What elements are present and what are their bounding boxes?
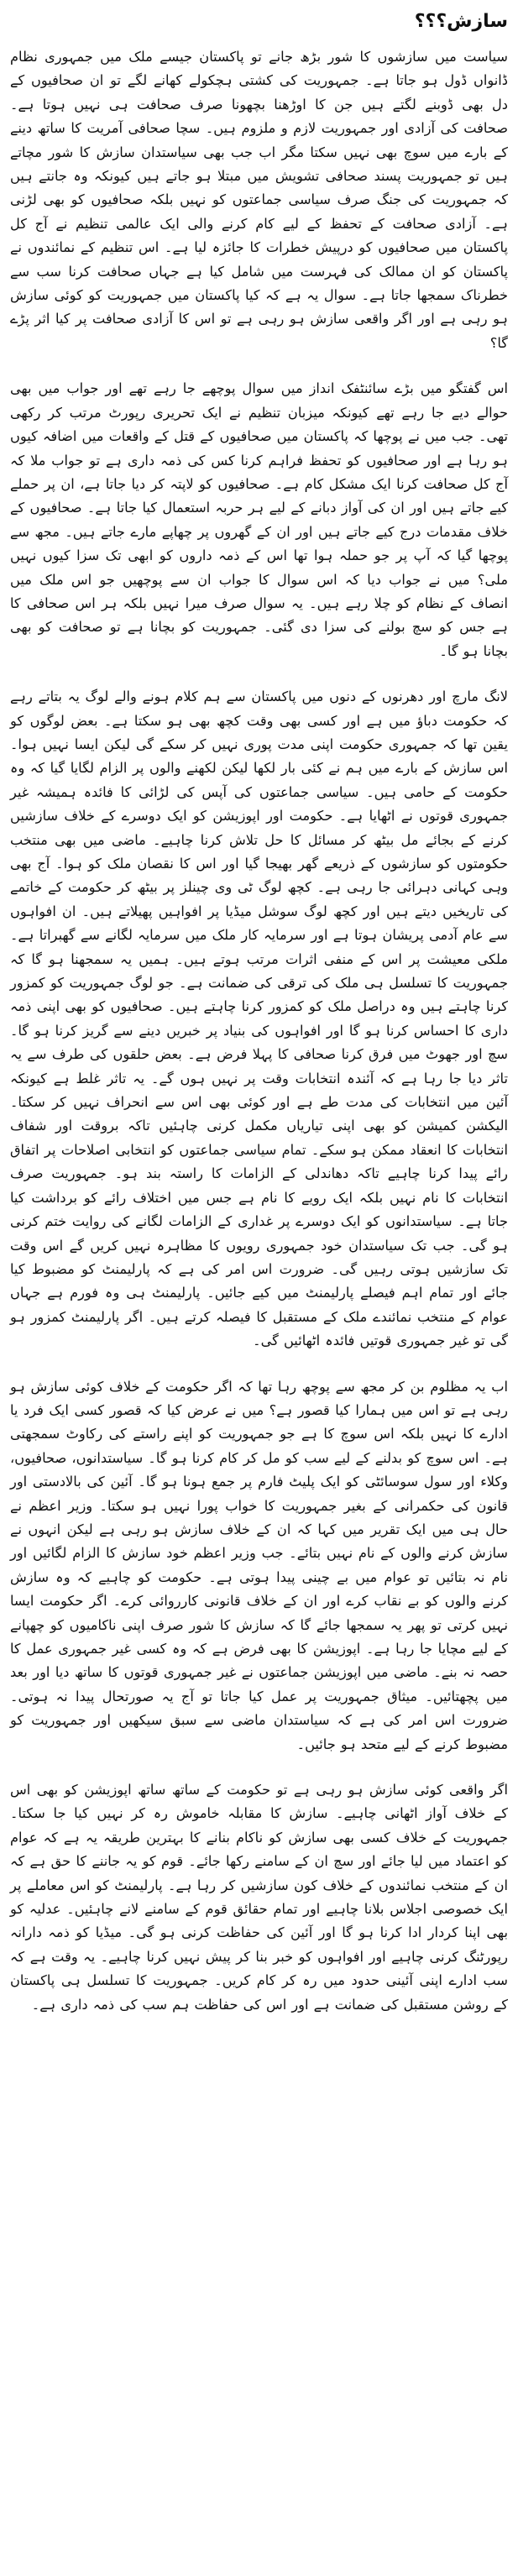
article-paragraph-4: اب یہ مظلوم بن کر مجھ سے پوچھ رہا تھا کہ اگر حکومت کے خلاف کوئی سازش ہو رہی ہے تو اس میں ہمارا کیا قصور ہے؟ میں نے عرض کیا کہ قصور کسی ایک فرد یا ادارے کا نہیں بلکہ اس سوچ کا ہے جو جمہوریت کو اپنے راستے کی رکاوٹ سمجھتی ہے۔ اس سوچ کو بدلنے کے لیے سب کو مل کر کام کرنا ہو گا۔ سیاستدانوں، صحافیوں، وکلاء اور سول سوسائٹی کو ایک پلیٹ فارم پر جمع ہونا ہو گا۔ آئین کی بالادستی اور قانون کی حکمرانی کے بغیر جمہوریت کا خواب پورا نہیں ہو سکتا۔ وزیر اعظم نے حال ہی میں ایک تقریر میں کہا کہ ان کے خلاف سازش ہو رہی ہے لیکن انہوں نے سازش کرنے والوں کے نام نہیں بتائے۔ جب وزیر اعظم خود سازش کا الزام لگائیں اور نام نہ بتائیں تو عوام میں بے چینی پیدا ہوتی ہے۔ حکومت کو چاہیے کہ وہ سازش کرنے والوں کو بے نقاب کرے اور ان کے خلاف قانونی کارروائی کرے۔ اگر حکومت ایسا نہیں کرتی تو پھر یہ سمجھا جائے گا کہ سازش کا شور صرف اپنی ناکامیوں کو چھپانے کے لیے مچایا جا رہا ہے۔ اپوزیشن کا بھی فرض ہے کہ وہ کسی غیر جمہوری عمل کا حصہ نہ بنے۔ ماضی میں اپوزیشن جماعتوں نے غیر جمہوری قوتوں کا ساتھ دیا اور بعد میں پچھتائیں۔ میثاق جمہوریت پر عمل کیا جاتا تو آج یہ صورتحال پیدا نہ ہوتی۔ ضرورت اس امر کی ہے کہ سیاستدان ماضی سے سبق سیکھیں اور جمہوریت کو مضبوط کرنے کے لیے متحد ہو جائیں۔ <box>10 1378 508 1752</box>
article-paragraph-1: سیاست میں سازشوں کا شور بڑھ جانے تو پاکستان جیسے ملک میں جمہوری نظام ڈانواں ڈول ہو جاتا ہے۔ جمہوریت کی کشتی ہچکولے کھانے لگے تو ان صحافیوں کے دل بھی ڈوبنے لگتے ہیں جن کا اوڑھنا بچھونا صرف صحافت ہی نہیں ہوتا ہے۔ صحافت کی آزادی اور جمہوریت لازم و ملزوم ہیں۔ سچا صحافی آمریت کا ساتھ دینے کے بارے میں سوچ بھی نہیں سکتا مگر اب جب بھی سیاستدان سازش کا شور مچاتے ہیں تو جمہوریت پسند صحافی تشویش میں مبتلا ہو جاتے ہیں کیونکہ وہ جانتے ہیں کہ جمہوریت کی جنگ صرف سیاسی جماعتوں کو نہیں بلکہ صحافیوں کو بھی لڑنی ہے۔ آزادی صحافت کے تحفظ کے لیے کام کرنے والی ایک عالمی تنظیم نے آج کل پاکستان میں صحافیوں کو درپیش خطرات کا جائزہ لیا ہے۔ اس تنظیم کے نمائندوں نے پاکستان کو ان ممالک کی فہرست میں شامل کیا ہے جہاں صحافت کرنا سب سے خطرناک سمجھا جاتا ہے۔ سوال یہ ہے کہ کیا پاکستان میں جمہوریت کو کوئی سازش ہو رہی ہے اور اگر واقعی سازش ہو رہی ہے تو اس کا آزادی صحافت پر کیا اثر پڑے گا؟ <box>10 49 508 351</box>
article-paragraph-2: اس گفتگو میں بڑے سائنٹفک انداز میں سوال پوچھے جا رہے تھے اور جواب میں بھی حوالے دیے جا رہے تھے کیونکہ میزبان تنظیم نے ایک تحریری رپورٹ مرتب کر رکھی تھی۔ جب میں نے پوچھا کہ پاکستان میں صحافیوں کے قتل کے واقعات میں اضافہ کیوں ہو رہا ہے اور صحافیوں کو تحفظ فراہم کرنا کس کی ذمہ داری ہے تو جواب ملا کہ آج کل صحافت کرنا ایک مشکل کام ہے۔ صحافیوں کو لاپتہ کر دیا جاتا ہے، ان پر حملے کیے جاتے ہیں اور ان کی آواز دبانے کے لیے ہر حربہ استعمال کیا جاتا ہے۔ صحافیوں کے خلاف مقدمات درج کیے جاتے ہیں اور ان کے گھروں پر چھاپے مارے جاتے ہیں۔ مجھ سے پوچھا گیا کہ آپ پر جو حملہ ہوا تھا اس کے ذمہ داروں کو ابھی تک سزا کیوں نہیں ملی؟ میں نے جواب دیا کہ اس سوال کا جواب ان سے پوچھیں جو اس ملک میں انصاف کے نظام کو چلا رہے ہیں۔ یہ سوال صرف میرا نہیں بلکہ ہر اس صحافی کا ہے جس کو سچ بولنے کی سزا دی گئی۔ جمہوریت کو بچانا ہے تو صحافت کو بھی بچانا ہو گا۔ <box>10 380 508 659</box>
article-paragraph-3: لانگ مارچ اور دھرنوں کے دنوں میں پاکستان سے ہم کلام ہونے والے لوگ یہ بتاتے رہے کہ حکومت دباؤ میں ہے اور کسی بھی وقت کچھ بھی ہو سکتا ہے۔ بعض لوگوں کو یقین تھا کہ جمہوری حکومت اپنی مدت پوری نہیں کر سکے گی لیکن ایسا نہیں ہوا۔ اس سازش کے بارے میں ہم نے کئی بار لکھا لیکن لکھنے والوں پر الزام لگایا گیا کہ وہ حکومت کے حامی ہیں۔ سیاسی جماعتوں کی آپس کی لڑائی کا فائدہ ہمیشہ غیر جمہوری قوتوں نے اٹھایا ہے۔ حکومت اور اپوزیشن کو ایک دوسرے کے خلاف سازشیں کرنے کے بجائے مل بیٹھ کر مسائل کا حل تلاش کرنا چاہیے۔ ماضی میں بھی منتخب حکومتوں کو سازشوں کے ذریعے گھر بھیجا گیا اور اس کا نقصان ملک کو ہوا۔ آج بھی وہی کہانی دہرائی جا رہی ہے۔ کچھ لوگ ٹی وی چینلز پر بیٹھ کر حکومت کے خاتمے کی تاریخیں دیتے ہیں اور کچھ لوگ سوشل میڈیا پر افواہیں پھیلاتے ہیں۔ ان افواہوں سے عام آدمی پریشان ہوتا ہے اور سرمایہ کار ملک میں سرمایہ لگانے سے گھبراتا ہے۔ ملکی معیشت پر اس کے منفی اثرات مرتب ہوتے ہیں۔ ہمیں یہ سمجھنا ہو گا کہ جمہوریت کا تسلسل ہی ملک کی ترقی کی ضمانت ہے۔ جو لوگ جمہوریت کو کمزور کرنا چاہتے ہیں وہ دراصل ملک کو کمزور کرنا چاہتے ہیں۔ صحافیوں کو بھی اپنی ذمہ داری کا احساس کرنا ہو گا اور افواہوں کی بنیاد پر خبریں دینے سے گریز کرنا ہو گا۔ سچ اور جھوٹ میں فرق کرنا صحافی کا پہلا فرض ہے۔ بعض حلقوں کی طرف سے یہ تاثر دیا جا رہا ہے کہ آئندہ انتخابات وقت پر نہیں ہوں گے۔ یہ تاثر غلط ہے کیونکہ آئین میں انتخابات کی مدت طے ہے اور کوئی بھی اس سے انحراف نہیں کر سکتا۔ الیکشن کمیشن کو بھی اپنی تیاریاں مکمل کرنی چاہئیں تاکہ بروقت اور شفاف انتخابات کا انعقاد ممکن ہو سکے۔ تمام سیاسی جماعتوں کو انتخابی اصلاحات پر اتفاق رائے پیدا کرنا چاہیے تاکہ دھاندلی کے الزامات کا راستہ بند ہو۔ جمہوریت صرف انتخابات کا نام نہیں بلکہ ایک رویے کا نام ہے جس میں اختلاف رائے کو برداشت کیا جاتا ہے۔ سیاستدانوں کو ایک دوسرے پر غداری کے الزامات لگانے کی روایت ختم کرنی ہو گی۔ جب تک سیاستدان خود جمہوری رویوں کا مظاہرہ نہیں کریں گے اس وقت تک سازشیں ہوتی رہیں گی۔ ضرورت اس امر کی ہے کہ پارلیمنٹ کو مضبوط کیا جائے اور تمام اہم فیصلے پارلیمنٹ میں کیے جائیں۔ پارلیمنٹ ہی وہ فورم ہے جہاں عوام کے منتخب نمائندے ملک کے مستقبل کا فیصلہ کرتے ہیں۔ اگر پارلیمنٹ کمزور ہو گی تو غیر جمہوری قوتیں فائدہ اٹھائیں گی۔ <box>10 689 508 1349</box>
article-title: سازش؟؟؟ <box>414 11 508 32</box>
article-body <box>10 45 508 2017</box>
article-paragraph-5: اگر واقعی کوئی سازش ہو رہی ہے تو حکومت کے ساتھ ساتھ اپوزیشن کو بھی اس کے خلاف آواز اٹھانی چاہیے۔ سازش کا مقابلہ خاموش رہ کر نہیں کیا جا سکتا۔ جمہوریت کے خلاف کسی بھی سازش کو ناکام بنانے کا بہترین طریقہ یہ ہے کہ عوام کو اعتماد میں لیا جائے اور سچ ان کے سامنے رکھا جائے۔ قوم کو یہ جاننے کا حق ہے کہ ان کے منتخب نمائندوں کے خلاف کون سازشیں کر رہا ہے۔ پارلیمنٹ کو اس معاملے پر ایک خصوصی اجلاس بلانا چاہیے اور تمام حقائق قوم کے سامنے لانے چاہئیں۔ عدلیہ کو بھی اپنا کردار ادا کرنا ہو گا اور آئین کی حفاظت کرنی ہو گی۔ میڈیا کو ذمہ دارانہ رپورٹنگ کرنی چاہیے اور افواہوں کو خبر بنا کر پیش نہیں کرنا چاہیے۔ یہ وقت ہے کہ سب ادارے اپنی آئینی حدود میں رہ کر کام کریں۔ جمہوریت کا تسلسل ہی پاکستان کے روشن مستقبل کی ضمانت ہے اور اس کی حفاظت ہم سب کی ذمہ داری ہے۔ <box>10 1782 508 2013</box>
